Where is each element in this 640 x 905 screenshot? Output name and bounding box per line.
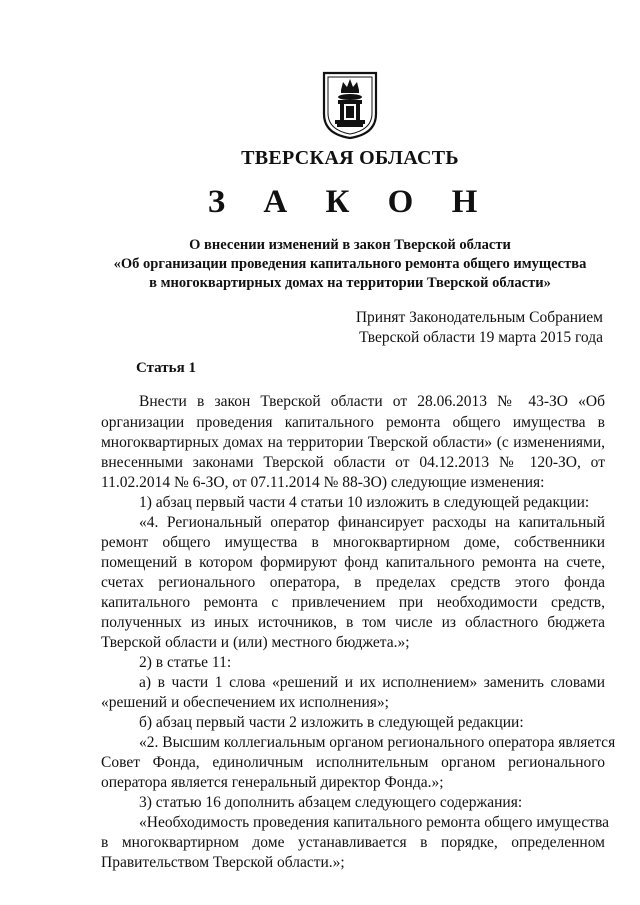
article-text-line: 2) в статье 11:	[139, 654, 232, 671]
article-text-line: счетах регионального оператора, в пределах средств этого фонда	[101, 574, 605, 591]
article-text-line: 3) статью 16 дополнить абзацем следующего содержания:	[139, 794, 523, 811]
article-text-line: внесенными законами Тверской области от 04.12.2013 № 120-ЗО, от	[101, 454, 605, 471]
adoption-note-line-1: Принят Законодательным Собранием	[355, 309, 603, 326]
article-text-line: Тверской области и (или) местного бюджета.»;	[101, 634, 410, 651]
article-text-line: полученных из иных источников, в том числе из областного бюджета	[101, 614, 605, 631]
tver-coat-of-arms-emblem	[321, 70, 379, 140]
article-text-line: организации проведения капитального ремонта общего имущества в	[101, 414, 605, 431]
article-text-line: многоквартирных домах на территории Тверской области» (с изменениями,	[101, 434, 605, 451]
article-text-line: в многоквартирном доме устанавливается в порядке, определенном	[101, 834, 605, 851]
title-line-2: «Об организации проведения капитального ремонта общего имущества	[113, 256, 587, 272]
article-text-line: помещений в котором формируют фонд капитального ремонта на счете,	[101, 554, 605, 571]
article-text-line: «2. Высшим коллегиальным органом регионального оператора является	[139, 734, 616, 751]
article-text-line: 11.02.2014 № 6-ЗО, от 07.11.2014 № 88-ЗО) следующие изменения:	[101, 474, 545, 491]
title-line-3: в многоквартирных домах на территории Тверской области»	[149, 275, 551, 291]
document-type-heading: З А К О Н	[207, 184, 493, 220]
region-heading: ТВЕРСКАЯ ОБЛАСТЬ	[241, 147, 459, 169]
article-text-line: Правительством Тверской области.»;	[101, 854, 345, 871]
article-text-line: оператора является генеральный директор Фонда.»;	[101, 774, 444, 791]
article-text-line: «решений и обеспечением их исполнения»;	[101, 694, 389, 711]
article-text-line: Внести в закон Тверской области от 28.06.2013 № 43-ЗО «Об	[139, 393, 605, 410]
adoption-note-line-2: Тверской области 19 марта 2015 года	[359, 329, 603, 346]
article-text-line: б) абзац первый части 2 изложить в следующей редакции:	[139, 714, 524, 731]
article-text-line: ремонт общего имущества в многоквартирном доме, собственники	[101, 534, 605, 551]
article-text-line: «4. Региональный оператор финансирует расходы на капитальный	[139, 514, 605, 531]
article-text-line: а) в части 1 слова «решений и их исполнением» заменить словами	[139, 674, 605, 691]
title-line-1: О внесении изменений в закон Тверской области	[189, 237, 511, 253]
article-text-line: капитального ремонта с привлечением при необходимости средств,	[101, 594, 605, 611]
article-text-line: «Необходимость проведения капитального ремонта общего имущества	[139, 814, 610, 831]
article-text-line: Совет Фонда, единоличным исполнительным органом регионального	[101, 754, 605, 771]
article-text-line: 1) абзац первый части 4 статьи 10 изложить в следующей редакции:	[139, 494, 590, 511]
article-heading: Статья 1	[136, 360, 196, 376]
